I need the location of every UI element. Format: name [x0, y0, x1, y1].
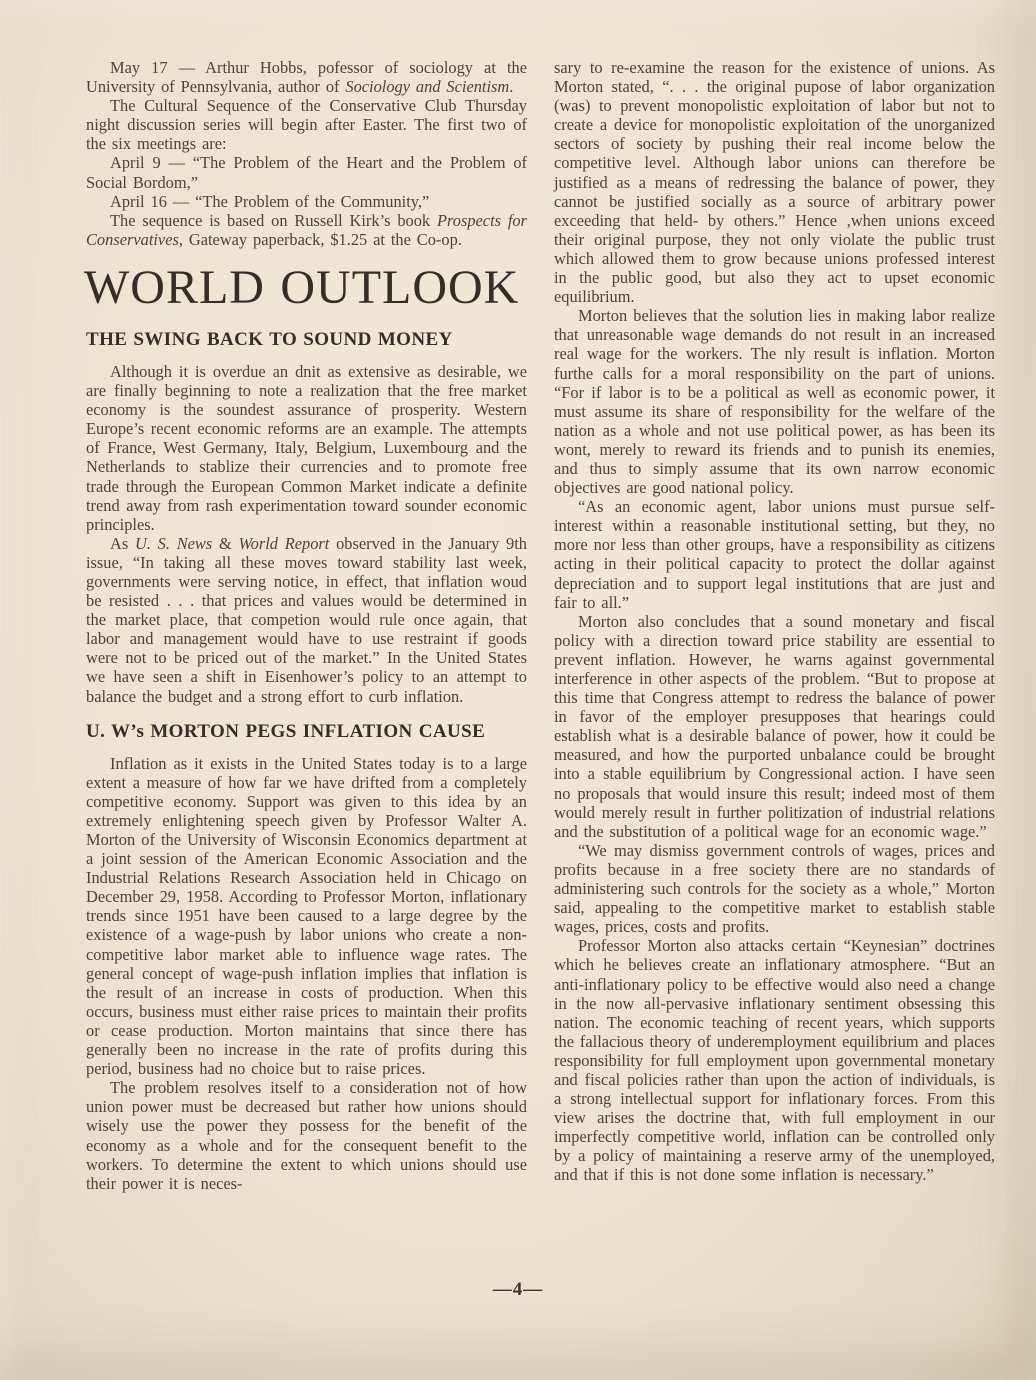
paragraph: Professor Morton also attacks certain “Keynesian” doctrines which he believes create an inflationary atmosphere. “But an anti-inflationary policy to be effective would also need a change in the now all-pervasive inflationary sentiment obsessing this nation. The economic teaching of recent years, which supports the fallacious theory of underemployment equilibrium and places responsibility for full employment upon governmental monetary and fiscal policies rather than upon the action of individuals, is a strong intellectual support for inflationary forces. From this view arises the doctrine that, with full employment in our imperfectly competitive world, inflation can be controlled only by a policy of maintaining a reserve army of the unemployed, and that if this is not done some inflation is necessary.”	[554, 936, 995, 1185]
paragraph: Although it is overdue an dnit as extensive as desirable, we are finally beginning to note a realization that the free market economy is the soundest assurance of prosperity. Western Europe’s recent economic reforms are an example. The attempts of France, West Germany, Italy, Belgium, Luxembourg and the Netherlands to stablize their currencies and to promote free trade through the European Common Market indicate a definite trend away from rash experimentation toward sounder economic principles.	[86, 361, 527, 534]
paragraph: Inflation as it exists in the United States today is to a large extent a measure of how far we have drifted from a completely competitive economy. Support was given to this idea by an extremely enlightening speech given by Professor Walter A. Morton of the University of Wisconsin Economics department at a joint session of the American Economic Association and the Industrial Relations Research Association held in Chicago on December 29, 1958. According to Professor Morton, inflationary trends since 1951 have been caused to a large degree by the existence of a wage-push by labor unions who create a non-competitive labor market able to influence wage rates. The general concept of wage-push inflation implies that inflation is the result of an increase in costs of production. When this occurs, business must either raise prices to maintain their profits or cease production. Morton maintains that since there has generally been no increase in the rate of profits during this period, business had no choice but to raise prices.	[86, 753, 527, 1079]
left-column	[86, 58, 527, 1193]
article-heading: THE SWING BACK TO SOUND MONEY	[86, 328, 453, 350]
paragraph: April 9 — “The Problem of the Heart and the Problem of Social Bordom,”	[86, 153, 527, 192]
paragraph: Morton believes that the solution lies in making labor realize that unreasonable wage demands do not result in an increased real wage for the workers. The nly result is inflation. Morton furthe calls for a moral responsibility on the part of unions. “For if labor is to be a political as well as economic power, it must assume its share of responsibility for the welfare of the nation as a whole and not use political power, as has been its wont, merely to reward its friends and to punish its enemies, and thus to simply assume that its own narrow economic objectives are good national policy.	[554, 306, 995, 498]
page-number: —4—	[492, 1279, 544, 1300]
paragraph: Morton also concludes that a sound monetary and fiscal policy with a direction toward price stability are essential to prevent inflation. However, he warns against governmental interference in other aspects of the problem. “But to propose at this time that Congress attempt to redress the balance of power in favor of the employer presupposes that hearings could establish what is a desirable balance of power, how it could be measured, and how the purported unbalance could be brought into a stable equilibrium by Congressional action. I have seen no proposals that would insure this result; indeed most of them would merely result in further politization of industrial relations and the substitution of a political wage for an economic wage.”	[554, 611, 995, 841]
paragraph: April 16 — “The Problem of the Community,”	[110, 191, 430, 211]
paragraph: May 17 — Arthur Hobbs, pofessor of sociology at the University of Pennsylvania, author of Sociology and Scientism.	[86, 58, 527, 97]
paragraph: The sequence is based on Russell Kirk’s book Prospects for Conservatives, Gateway paperback, $1.25 at the Co-op.	[86, 210, 527, 249]
right-column	[554, 58, 995, 1185]
article-heading: U. W’s MORTON PEGS INFLATION CAUSE	[86, 720, 486, 742]
paragraph: “As an economic agent, labor unions must pursue self-interest within a reasonable institutional setting, but they, no more nor less than other groups, have a responsibility as citizens acting in their political capacity to protect the dollar against depreciation and to support legal institutions that are just and fair to all.”	[554, 497, 995, 612]
paragraph: The problem resolves itself to a consideration not of how union power must be decreased but rather how unions should wisely use the power they possess for the benefit of the economy as a whole and for the consequent benefit to the workers. To determine the extent to which unions should use their power it is neces-	[86, 1078, 527, 1193]
paragraph: The Cultural Sequence of the Conservative Club Thursday night discussion series will begin after Easter. The first two of the six meetings are:	[86, 96, 527, 154]
paragraph: sary to re-examine the reason for the existence of unions. As Morton stated, “. . . the original pupose of labor organization (was) to prevent monopolistic exploitation of labor but not to create a device for monopolistic exploitation of the unorganized sectors of society by pushing their real income below the competitive level. Although labor unions can therefore be justified as a means of redressing the balance of power, they cannot be justified socially as a source of arbitrary power exceeding that held- by others.” Hence ,when unions exceed their original purpose, they not only violate the public trust which allowed them to grow because unions professed interest in the public good, but also they act to upset economic equilibrium.	[554, 58, 995, 307]
paragraph: As U. S. News & World Report observed in the January 9th issue, “In taking all these moves toward stability last week, governments were serving notice, in effect, that inflation woud be resisted . . . that prices and values would be determined in the market place, that competion would rule once again, that labor and management would have to use restraint if goods were not to be priced out of the market.” In the United States we have seen a shift in Eisenhower’s policy to an attempt to balance the budget and a strong effort to curb inflation.	[86, 533, 527, 706]
paragraph: “We may dismiss government controls of wages, prices and profits because in a free society there are no standards of administering such controls for the society as a whole,” Morton said, appealing to the competitive market to establish stable wages, prices, costs and profits.	[554, 840, 995, 937]
section-title: WORLD OUTLOOK	[84, 260, 520, 314]
